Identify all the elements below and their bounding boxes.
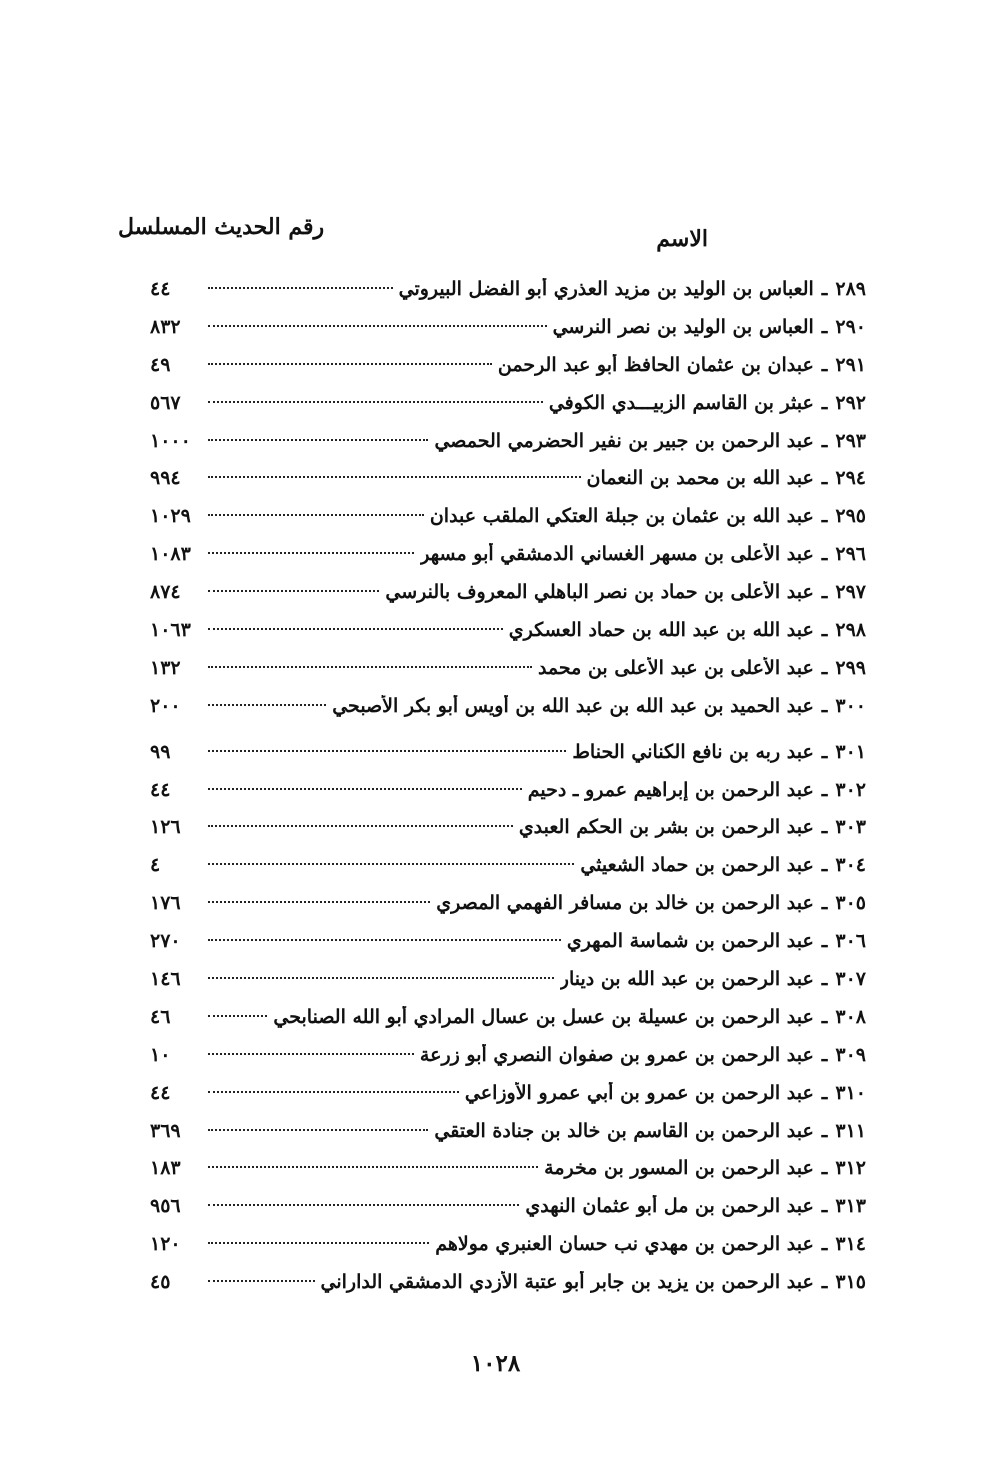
index-entry — [150, 892, 866, 930]
narrator-name: عبد الرحمن بن عسيلة بن عسل بن عسال المرادي أبو الله الصنابحي — [273, 1005, 814, 1028]
dot-leader — [208, 863, 574, 865]
narrator-name: عبدان بن عثمان الحافظ أبو عبد الرحمن — [497, 353, 814, 376]
dot-leader — [208, 1129, 428, 1131]
hadith-reference-number: ٥٦٧ — [150, 391, 181, 414]
narrator-name: عبد الأعلى بن مسهر الغساني الدمشقي أبو مسهر — [420, 543, 814, 566]
dot-leader — [208, 666, 532, 668]
narrator-name: عبد الله بن عثمان بن جبلة العتكي الملقب عبدان — [429, 505, 814, 528]
entry-number: ٣١٠ — [835, 1081, 866, 1104]
entry-dash: ـ — [821, 353, 828, 376]
entry-dash: ـ — [821, 1005, 828, 1028]
dot-leader — [208, 1280, 315, 1282]
entry-dash: ـ — [821, 740, 828, 763]
entry-dash: ـ — [821, 429, 828, 452]
entry-number: ٢٩٤ — [835, 467, 866, 490]
narrator-name: عبد الرحمن بن خالد بن مسافر الفهمي المصري — [436, 892, 814, 915]
hadith-reference-number: ٣٦٩ — [150, 1119, 181, 1142]
dot-leader — [208, 363, 492, 365]
entry-dash: ـ — [821, 1157, 828, 1180]
index-entry — [150, 1271, 866, 1309]
hadith-reference-number: ١٣٢ — [150, 656, 181, 679]
name-column-header: الاسم — [656, 226, 708, 252]
index-entry — [150, 1082, 866, 1120]
narrator-name: عبد الرحمن بن يزيد بن جابر أبو عتبة الأزدي الدمشقي الداراني — [320, 1271, 814, 1294]
entry-dash: ـ — [821, 892, 828, 915]
entry-number: ٢٩٣ — [835, 429, 866, 452]
entry-dash: ـ — [821, 854, 828, 877]
entry-number: ٣٠١ — [835, 740, 866, 763]
dot-leader — [208, 628, 503, 630]
narrator-name: عبد الرحمن بن القاسم بن خالد بن جنادة العتقي — [434, 1119, 814, 1142]
dot-leader — [208, 1242, 429, 1244]
index-entry — [150, 619, 866, 657]
hadith-reference-number: ٢٠٠ — [150, 694, 181, 717]
dot-leader — [208, 788, 522, 790]
index-entry — [150, 854, 866, 892]
reference-column-header: رقم الحديث المسلسل — [118, 214, 325, 240]
narrator-name: عبد الرحمن بن عمرو بن أبي عمرو الأوزاعي — [464, 1081, 814, 1104]
dot-leader — [208, 590, 379, 592]
index-entry — [150, 930, 866, 968]
entry-dash: ـ — [821, 1195, 828, 1218]
dot-leader — [208, 439, 428, 441]
index-entry — [150, 354, 866, 392]
entry-dash: ـ — [821, 1119, 828, 1142]
narrator-name: عبد الرحمن بن شماسة المهري — [566, 930, 814, 953]
hadith-reference-number: ٤٤ — [150, 1081, 171, 1104]
entry-dash: ـ — [821, 1271, 828, 1294]
entry-number: ٢٩٨ — [835, 619, 866, 642]
hadith-reference-number: ٤٥ — [150, 1271, 171, 1294]
dot-leader — [208, 1053, 414, 1055]
entry-number: ٢٩٥ — [835, 505, 866, 528]
narrator-name: عبد الرحمن بن المسور بن مخرمة — [544, 1157, 814, 1180]
narrator-name: عبد الحميد بن عبد الله بن عبد الله بن أويس أبو بكر الأصبحي — [332, 694, 814, 717]
entry-number: ٣١٢ — [835, 1157, 866, 1180]
hadith-reference-number: ٢٧٠ — [150, 930, 181, 953]
index-entry — [150, 1120, 866, 1158]
hadith-reference-number: ٤٤ — [150, 278, 171, 300]
narrator-name: عبد الرحمن بن حماد الشعيثي — [580, 854, 814, 877]
narrator-name: عبد الرحمن بن إبراهيم عمرو ـ دحيم — [527, 778, 814, 801]
narrator-name: عبد الأعلى بن عبد الأعلى بن محمد — [537, 656, 814, 679]
entry-dash: ـ — [821, 656, 828, 679]
hadith-reference-number: ٩٩٤ — [150, 467, 181, 490]
entry-dash: ـ — [821, 391, 828, 414]
entry-number: ٣٠٠ — [835, 694, 866, 717]
dot-leader — [208, 1091, 459, 1093]
entry-number: ٣٠٥ — [835, 892, 866, 915]
entry-dash: ـ — [821, 816, 828, 839]
dot-leader — [208, 552, 414, 554]
entry-dash: ـ — [821, 1043, 828, 1066]
entry-number: ٣٠٣ — [835, 816, 866, 839]
narrator-name: عبثر بن القاسم الزبيـــدي الكوفي — [548, 391, 814, 414]
hadith-reference-number: ١٠٦٣ — [150, 619, 191, 642]
entry-number: ٢٩٧ — [835, 581, 866, 604]
narrator-name: عبد الرحمن بن مل أبو عثمان النهدي — [525, 1195, 814, 1218]
hadith-reference-number: ١٠٢٩ — [150, 505, 191, 528]
entry-number: ٣٠٧ — [835, 968, 866, 991]
index-entry — [150, 1006, 866, 1044]
index-entry — [150, 968, 866, 1006]
entry-number: ٢٩٦ — [835, 543, 866, 566]
index-entry — [150, 779, 866, 817]
narrator-name: عبد الرحمن بن عمرو بن صفوان النصري أبو زرعة — [419, 1043, 814, 1066]
hadith-reference-number: ٩٥٦ — [150, 1195, 181, 1218]
hadith-reference-number: ١٨٣ — [150, 1157, 181, 1180]
entry-number: ٣٠٨ — [835, 1005, 866, 1028]
hadith-reference-number: ١٤٦ — [150, 968, 181, 991]
index-entry — [150, 543, 866, 581]
entry-dash: ـ — [821, 505, 828, 528]
hadith-reference-number: ١٠٨٣ — [150, 543, 191, 566]
entry-number: ٣٠٢ — [835, 778, 866, 801]
hadith-reference-number: ٩٩ — [150, 740, 171, 763]
narrator-name: العباس بن الوليد بن مزيد العذري أبو الفضل البيروتي — [398, 278, 814, 300]
narrator-name: العباس بن الوليد بن نصر النرسي — [552, 315, 814, 338]
narrator-index-list — [150, 278, 866, 1309]
entry-number: ٢٩٩ — [835, 656, 866, 679]
page-number: ١٠٢٨ — [470, 1350, 521, 1377]
narrator-name: عبد ربه بن نافع الكناني الحناط — [572, 740, 814, 763]
entry-number: ٣١١ — [835, 1119, 866, 1142]
index-entry — [150, 392, 866, 430]
index-entry — [150, 581, 866, 619]
entry-number: ٣٠٤ — [835, 854, 866, 877]
narrator-name: عبد الأعلى بن حماد بن نصر الباهلي المعروف بالنرسي — [385, 581, 814, 604]
entry-number: ٢٩٠ — [835, 315, 866, 338]
dot-leader — [208, 901, 430, 903]
entry-dash: ـ — [821, 619, 828, 642]
index-entry — [150, 1157, 866, 1195]
entry-dash: ـ — [821, 581, 828, 604]
hadith-reference-number: ١٢٠ — [150, 1233, 181, 1256]
entry-dash: ـ — [821, 315, 828, 338]
entry-number: ٢٩٢ — [835, 391, 866, 414]
entry-dash: ـ — [821, 467, 828, 490]
entry-number: ٣١٤ — [835, 1233, 866, 1256]
entry-number: ٢٩١ — [835, 353, 866, 376]
index-entry — [150, 430, 866, 468]
index-entry — [150, 741, 866, 779]
dot-leader — [208, 1015, 267, 1017]
dot-leader — [208, 287, 393, 289]
narrator-name: عبد الرحمن بن عبد الله بن دينار — [559, 968, 814, 991]
index-entry — [150, 695, 866, 733]
hadith-reference-number: ٤٩ — [150, 353, 171, 376]
index-entry — [150, 1233, 866, 1271]
narrator-name: عبد الله بن عبد الله بن حماد العسكري — [508, 619, 814, 642]
hadith-reference-number: ١٧٦ — [150, 892, 181, 915]
entry-dash: ـ — [821, 543, 828, 566]
dot-leader — [208, 939, 561, 941]
index-entry — [150, 505, 866, 543]
hadith-reference-number: ٤٦ — [150, 1005, 171, 1028]
narrator-name: عبد الرحمن بن مهدي نب حسان العنبري مولاهم — [435, 1233, 814, 1256]
hadith-reference-number: ١٠ — [150, 1043, 171, 1066]
narrator-name: عبد الرحمن بن بشر بن الحكم العبدي — [518, 816, 814, 839]
entry-number: ٣١٣ — [835, 1195, 866, 1218]
entry-dash: ـ — [821, 1233, 828, 1256]
dot-leader — [208, 1204, 519, 1206]
dot-leader — [208, 825, 513, 827]
index-entry — [150, 316, 866, 354]
index-entry — [150, 467, 866, 505]
dot-leader — [208, 704, 326, 706]
entry-number: ٣٠٩ — [835, 1043, 866, 1066]
dot-leader — [208, 1166, 538, 1168]
entry-dash: ـ — [821, 930, 828, 953]
narrator-name: عبد الرحمن بن جبير بن نفير الحضرمي الحمصي — [434, 429, 814, 452]
hadith-reference-number: ٤ — [150, 854, 161, 877]
narrator-name: عبد الله بن محمد بن النعمان — [586, 467, 814, 490]
dot-leader — [208, 325, 547, 327]
hadith-reference-number: ١٢٦ — [150, 816, 181, 839]
entry-dash: ـ — [821, 778, 828, 801]
index-entry — [150, 278, 866, 316]
entry-dash: ـ — [821, 968, 828, 991]
dot-leader — [208, 977, 554, 979]
dot-leader — [208, 401, 543, 403]
entry-number: ٢٨٩ — [835, 278, 866, 300]
hadith-reference-number: ٤٤ — [150, 778, 171, 801]
hadith-reference-number: ١٠٠٠ — [150, 429, 191, 452]
entry-number: ٣٠٦ — [835, 930, 866, 953]
index-entry — [150, 1044, 866, 1082]
index-entry — [150, 816, 866, 854]
dot-leader — [208, 476, 581, 478]
dot-leader — [208, 514, 424, 516]
index-entry — [150, 657, 866, 695]
hadith-reference-number: ٨٧٤ — [150, 581, 181, 604]
entry-number: ٣١٥ — [835, 1271, 866, 1294]
entry-dash: ـ — [821, 1081, 828, 1104]
dot-leader — [208, 750, 566, 752]
entry-dash: ـ — [821, 694, 828, 717]
hadith-reference-number: ٨٣٢ — [150, 315, 181, 338]
entry-dash: ـ — [821, 278, 828, 300]
index-entry — [150, 1195, 866, 1233]
